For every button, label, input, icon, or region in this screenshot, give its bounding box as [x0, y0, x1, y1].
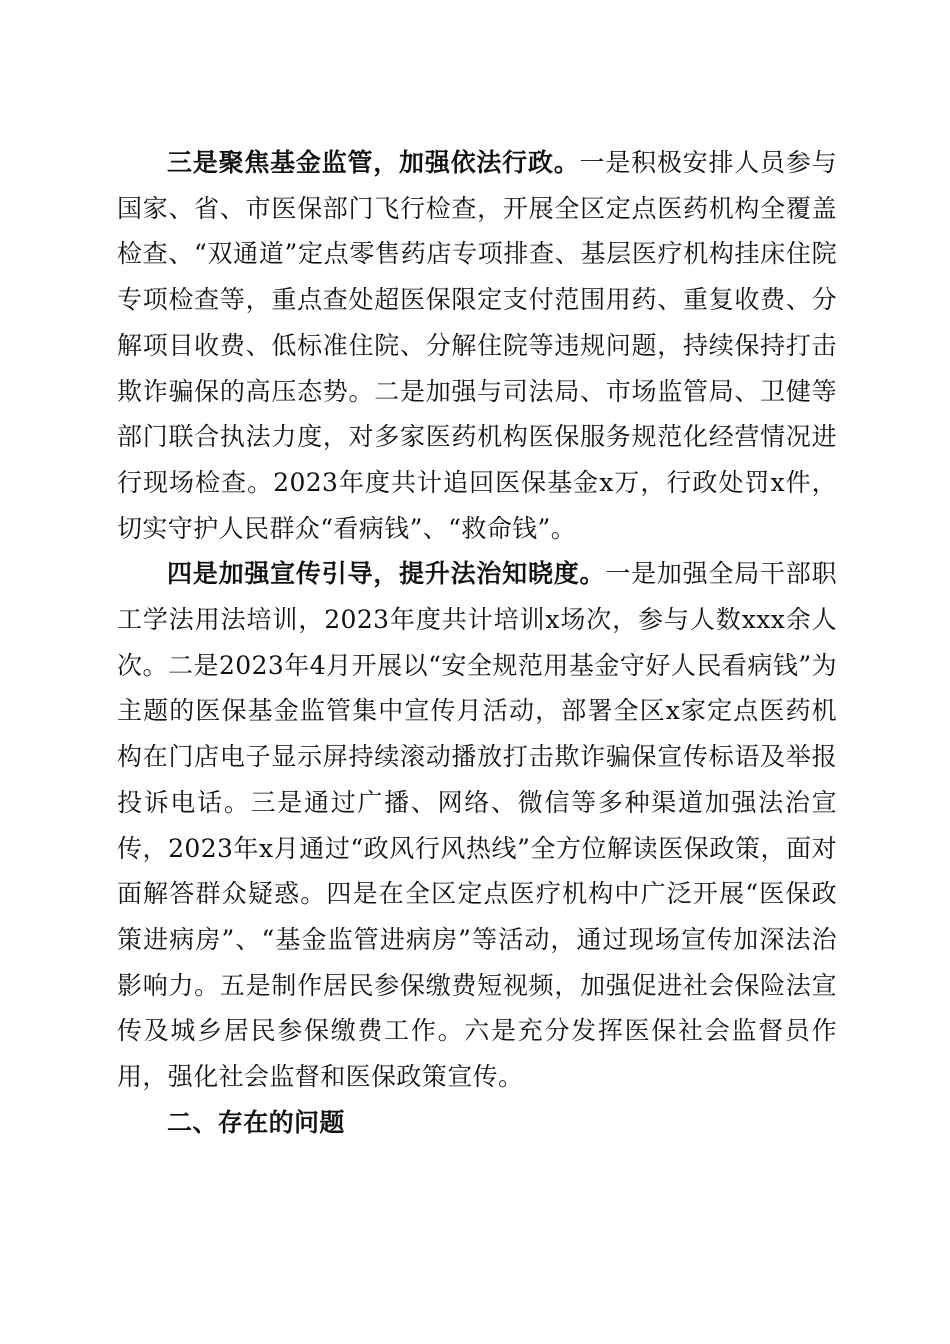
paragraph-fund-supervision	[117, 140, 837, 551]
paragraph-body: 一是加强全局干部职工学法用法培训，2023年度共计培训x场次，参与人数xxx余人次。二是2023年4月开展以“安全规范用基金守好人民看病钱”为主题的医保基金监管集中宣传月活动，部署全区x家定点医药机构在门店电子显示屏持续滚动播放打击欺诈骗保宣传标语及举报投诉电话。三是通过广播、网络、微信等多种渠道加强法治宣传，2023年x月通过“政风行风热线”全方位解读医保政策，面对面解答群众疑惑。四是在全区定点医疗机构中广泛开展“医保政策进病房”、“基金监管进病房”等活动，通过现场宣传加深法治影响力。五是制作居民参保缴费短视频，加强促进社会保险法宣传及城乡居民参保缴费工作。六是充分发挥医保社会监督员作用，强化社会监督和医保政策宣传。	[117, 559, 837, 1092]
paragraph-body: 一是积极安排人员参与国家、省、市医保部门飞行检查，开展全区定点医药机构全覆盖检查、“双通道”定点零售药店专项排查、基层医疗机构挂床住院专项检查等，重点查处超医保限定支付范围用药、重复收费、分解项目收费、低标准住院、分解住院等违规问题，持续保持打击欺诈骗保的高压态势。二是加强与司法局、市场监管局、卫健等部门联合执法力度，对多家医药机构医保服务规范化经营情况进行现场检查。2023年度共计追回医保基金x万，行政处罚x件，切实守护人民群众“看病钱”、“救命钱”。	[117, 148, 837, 543]
paragraph-lead: 三是聚焦基金监管，加强依法行政。	[167, 148, 580, 177]
paragraph-lead: 四是加强宣传引导，提升法治知晓度。	[167, 559, 606, 589]
document-page	[117, 140, 837, 1145]
paragraph-publicity	[117, 551, 837, 1099]
section-heading: 二、存在的问题	[167, 1107, 345, 1137]
